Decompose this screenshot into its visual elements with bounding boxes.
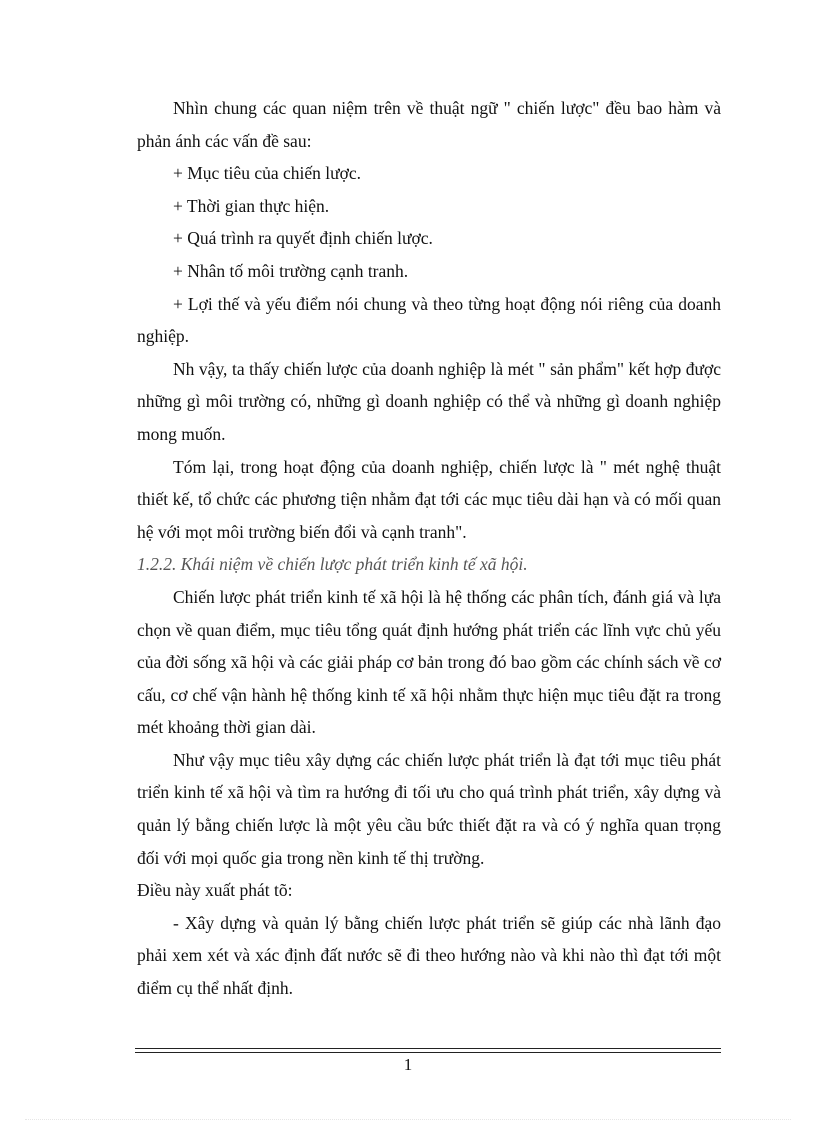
bullet-item: + Mục tiêu của chiến lược. — [173, 163, 361, 184]
section-heading: 1.2.2. Khái niệm về chiến lược phát triển kinh tế xã hội. — [137, 554, 528, 575]
paragraph: Nh vậy, ta thấy chiến lược của doanh nghiệp là mét " sản phẩm" kết hợp được những gì môi trường có, những gì doanh nghiệp có thể và những gì doanh nghiệp mong muốn. — [137, 358, 721, 444]
paragraph: Tóm lại, trong hoạt động của doanh nghiệp, chiến lược là " mét nghệ thuật thiết kế, tổ chức các phương tiện nhằm đạt tới các mục tiêu dài hạn và có mối quan hệ với mọt môi trường biến đổi và cạnh tranh". — [137, 456, 721, 542]
paragraph: Điều này xuất phát tõ: — [137, 880, 293, 901]
page-edge-divider — [25, 1119, 791, 1120]
bullet-item: + Quá trình ra quyết định chiến lược. — [173, 228, 433, 249]
bullet-item: + Nhân tố môi trường cạnh tranh. — [173, 260, 409, 281]
paragraph: - Xây dựng và quản lý bằng chiến lược phát triển sẽ giúp các nhà lãnh đạo phải xem xét và xác định đất nước sẽ đi theo hướng nào và khi nào thì đạt tới một điểm cụ thể nhất định. — [137, 912, 721, 999]
footer-divider — [135, 1052, 721, 1053]
paragraph: Nhìn chung các quan niệm trên về thuật ngữ " chiến lược" đều bao hàm và phản ánh các vấn đề sau: — [137, 98, 721, 151]
body-text — [137, 92, 721, 1005]
footer-divider — [135, 1048, 721, 1049]
bullet-item: + Lợi thế và yếu điểm nói chung và theo từng hoạt động nói riêng của doanh nghiệp. — [137, 293, 721, 347]
bullet-item: + Thời gian thực hiện. — [173, 195, 330, 216]
paragraph: Chiến lược phát triển kinh tế xã hội là hệ thống các phân tích, đánh giá và lựa chọn về quan điểm, mục tiêu tổng quát định hướng phát triển các lĩnh vực chủ yếu của đời sống xã hội và các giải pháp cơ bản trong đó bao gồm các chính sách về cơ cấu, cơ chế vận hành hệ thống kinh tế xã hội nhằm thực hiện mục tiêu đặt ra trong mét khoảng thời gian dài. — [137, 586, 721, 738]
paragraph: Như vậy mục tiêu xây dựng các chiến lược phát triển là đạt tới mục tiêu phát triển kinh tế xã hội và tìm ra hướng đi tối ưu cho quá trình phát triển, xây dựng và quản lý bằng chiến lược là một yêu cầu bức thiết đặt ra và có ý nghĩa quan trọng đối với mọi quốc gia trong nền kinh tế thị trường. — [137, 749, 721, 868]
page-number: 1 — [403, 1055, 413, 1074]
